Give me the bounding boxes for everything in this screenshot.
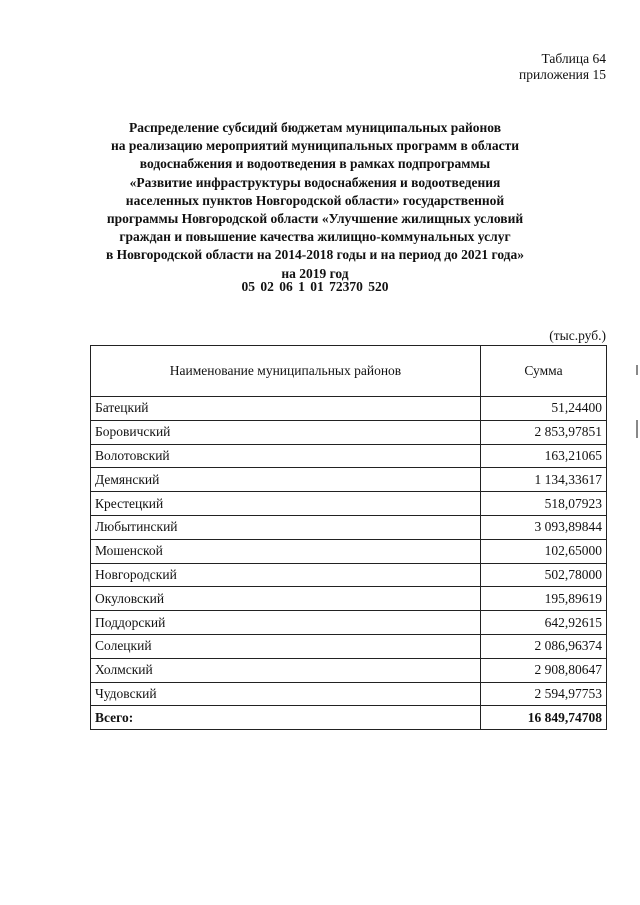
- table-row: [91, 611, 607, 635]
- district-sum: 502,78000: [481, 563, 607, 587]
- title-line: населенных пунктов Новгородской области» государственной: [125, 192, 505, 208]
- table-number: Таблица 64: [541, 51, 606, 66]
- district-sum: 51,24400: [481, 397, 607, 421]
- table-row: [91, 634, 607, 658]
- table-header-row: [91, 346, 607, 397]
- district-sum: 518,07923: [481, 492, 607, 516]
- title-line: программы Новгородской области «Улучшение жилищных условий: [106, 211, 524, 227]
- title-line: «Развитие инфраструктуры водоснабжения и водоотведения: [129, 174, 501, 190]
- district-sum: 3 093,89844: [481, 515, 607, 539]
- table-row: [91, 492, 607, 516]
- appendix-number: приложения 15: [518, 67, 606, 82]
- district-name: Новгородский: [91, 563, 481, 587]
- total-sum: 16 849,74708: [481, 706, 607, 730]
- total-label: Всего:: [91, 706, 481, 730]
- table-row: [91, 397, 607, 421]
- district-sum: 163,21065: [481, 444, 607, 468]
- district-name: Батецкий: [91, 397, 481, 421]
- table-reference: [519, 51, 606, 83]
- title-line: граждан и повышение качества жилищно-коммунальных услуг: [119, 229, 511, 245]
- district-sum: 195,89619: [481, 587, 607, 611]
- district-name: Волотовский: [91, 444, 481, 468]
- district-name: Крестецкий: [91, 492, 481, 516]
- table-row: [91, 539, 607, 563]
- district-sum: 2 853,97851: [481, 420, 607, 444]
- document-title: [80, 119, 550, 283]
- district-name: Любытинский: [91, 515, 481, 539]
- title-line: Распределение субсидий бюджетам муниципальных районов: [128, 120, 502, 135]
- table-row: [91, 587, 607, 611]
- units-label: (тыс.руб.): [549, 328, 606, 343]
- total-row: [91, 706, 607, 730]
- budget-code: 05 02 06 1 01 72370 520: [241, 279, 389, 294]
- table-row: [91, 682, 607, 706]
- table-row: [91, 444, 607, 468]
- title-line: на 2019 год: [281, 265, 349, 281]
- district-name: Мошенской: [91, 539, 481, 563]
- district-name: Солецкий: [91, 634, 481, 658]
- district-name: Поддорский: [91, 611, 481, 635]
- header-sum: Сумма: [481, 346, 607, 397]
- header-district-name: Наименование муниципальных районов: [91, 346, 481, 397]
- table-row: [91, 420, 607, 444]
- district-name: Чудовский: [91, 682, 481, 706]
- district-name: Холмский: [91, 658, 481, 682]
- subsidy-table: [90, 345, 607, 730]
- scan-edge-mark: [636, 365, 638, 375]
- district-sum: 642,92615: [481, 611, 607, 635]
- scan-edge-mark: [636, 420, 638, 438]
- district-name: Боровичский: [91, 420, 481, 444]
- district-sum: 2 086,96374: [481, 634, 607, 658]
- district-name: Демянский: [91, 468, 481, 492]
- table-row: [91, 563, 607, 587]
- district-sum: 2 594,97753: [481, 682, 607, 706]
- title-line: на реализацию мероприятий муниципальных программ в области: [110, 138, 520, 154]
- district-sum: 102,65000: [481, 539, 607, 563]
- district-sum: 2 908,80647: [481, 658, 607, 682]
- table-row: [91, 658, 607, 682]
- district-sum: 1 134,33617: [481, 468, 607, 492]
- title-line: водоснабжения и водоотведения в рамках подпрограммы: [139, 156, 491, 172]
- title-line: в Новгородской области на 2014-2018 годы и на период до 2021 года»: [105, 247, 525, 263]
- district-name: Окуловский: [91, 587, 481, 611]
- table-row: [91, 515, 607, 539]
- table-row: [91, 468, 607, 492]
